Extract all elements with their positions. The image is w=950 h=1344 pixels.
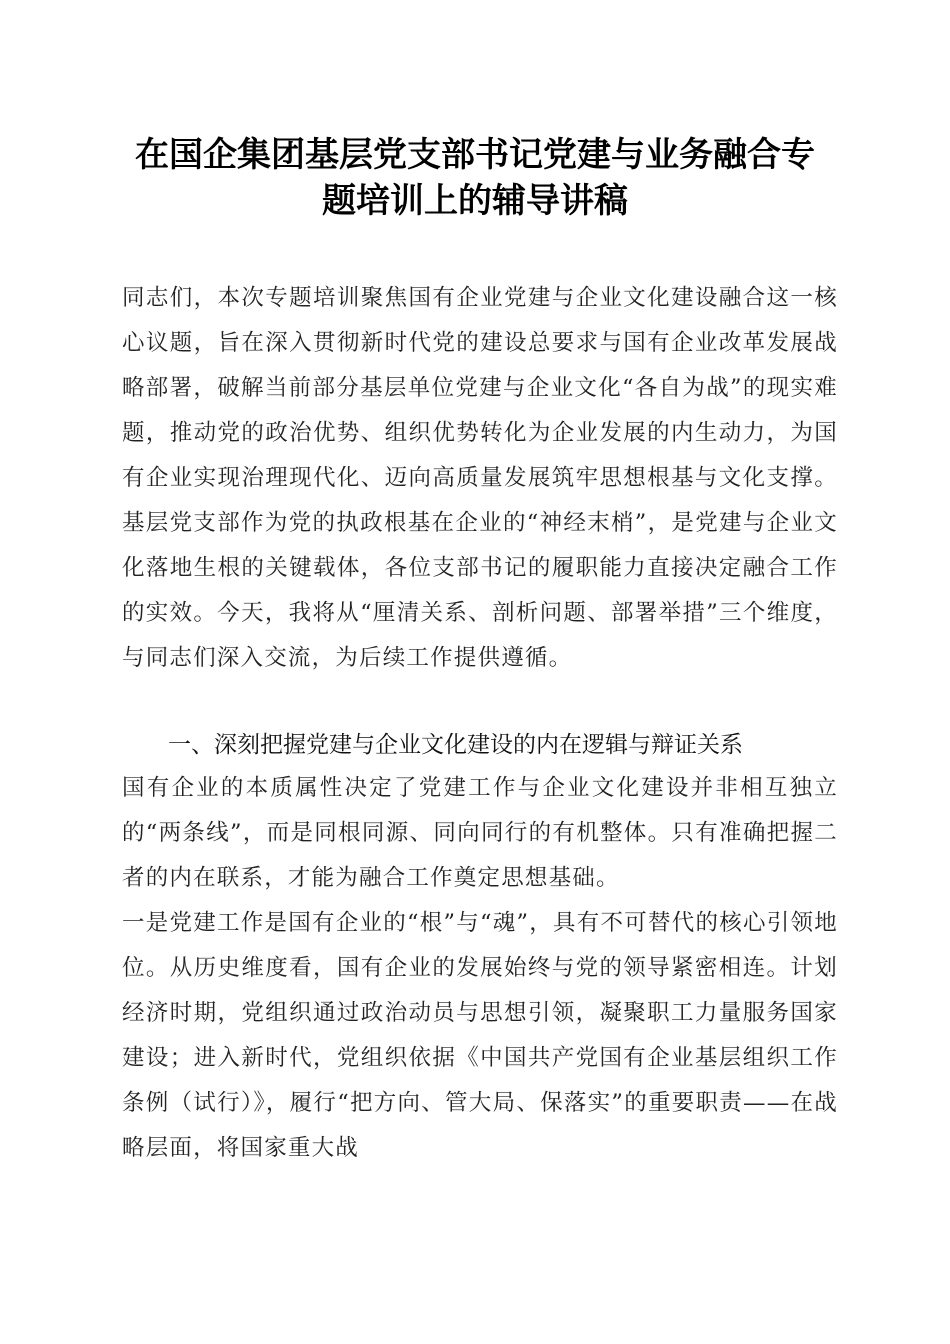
section-heading: 一、深刻把握党建与企业文化建设的内在逻辑与辩证关系 (168, 732, 743, 758)
section-body-block (122, 766, 838, 1171)
title-line-2: 题培训上的辅导讲稿 (322, 181, 628, 221)
intro-block (122, 276, 838, 681)
title-line-1: 在国企集团基层党支部书记党建与业务融合专 (135, 135, 815, 175)
section-paragraph-2: 一是党建工作是国有企业的“根”与“魂”，具有不可替代的核心引领地位。从历史维度看，国有企业的发展始终与党的领导紧密相连。计划经济时期，党组织通过政治动员与思想引领，凝聚职工力量服务国家建设；进入新时代，党组织依据《中国共产党国有企业基层组织工作条例（试行）》，履行“把方向、管大局、保落实”的重要职责——在战略层面，将国家重大战 (122, 910, 838, 1161)
intro-paragraph: 同志们，本次专题培训聚焦国有企业党建与企业文化建设融合这一核心议题，旨在深入贯彻新时代党的建设总要求与国有企业改革发展战略部署，破解当前部分基层单位党建与企业文化“各自为战”的现实难题，推动党的政治优势、组织优势转化为企业发展的内生动力，为国有企业实现治理现代化、迈向高质量发展筑牢思想根基与文化支撑。基层党支部作为党的执政根基在企业的“神经末梢”，是党建与企业文化落地生根的关键载体，各位支部书记的履职能力直接决定融合工作的实效。今天，我将从“厘清关系、剖析问题、部署举措”三个维度，与同志们深入交流，为后续工作提供遵循。 (122, 285, 838, 671)
section-paragraph-1: 国有企业的本质属性决定了党建工作与企业文化建设并非相互独立的“两条线”，而是同根同源、同向同行的有机整体。只有准确把握二者的内在联系，才能为融合工作奠定思想基础。 (122, 775, 838, 891)
section-heading-block (122, 723, 838, 768)
document-title (100, 132, 850, 224)
